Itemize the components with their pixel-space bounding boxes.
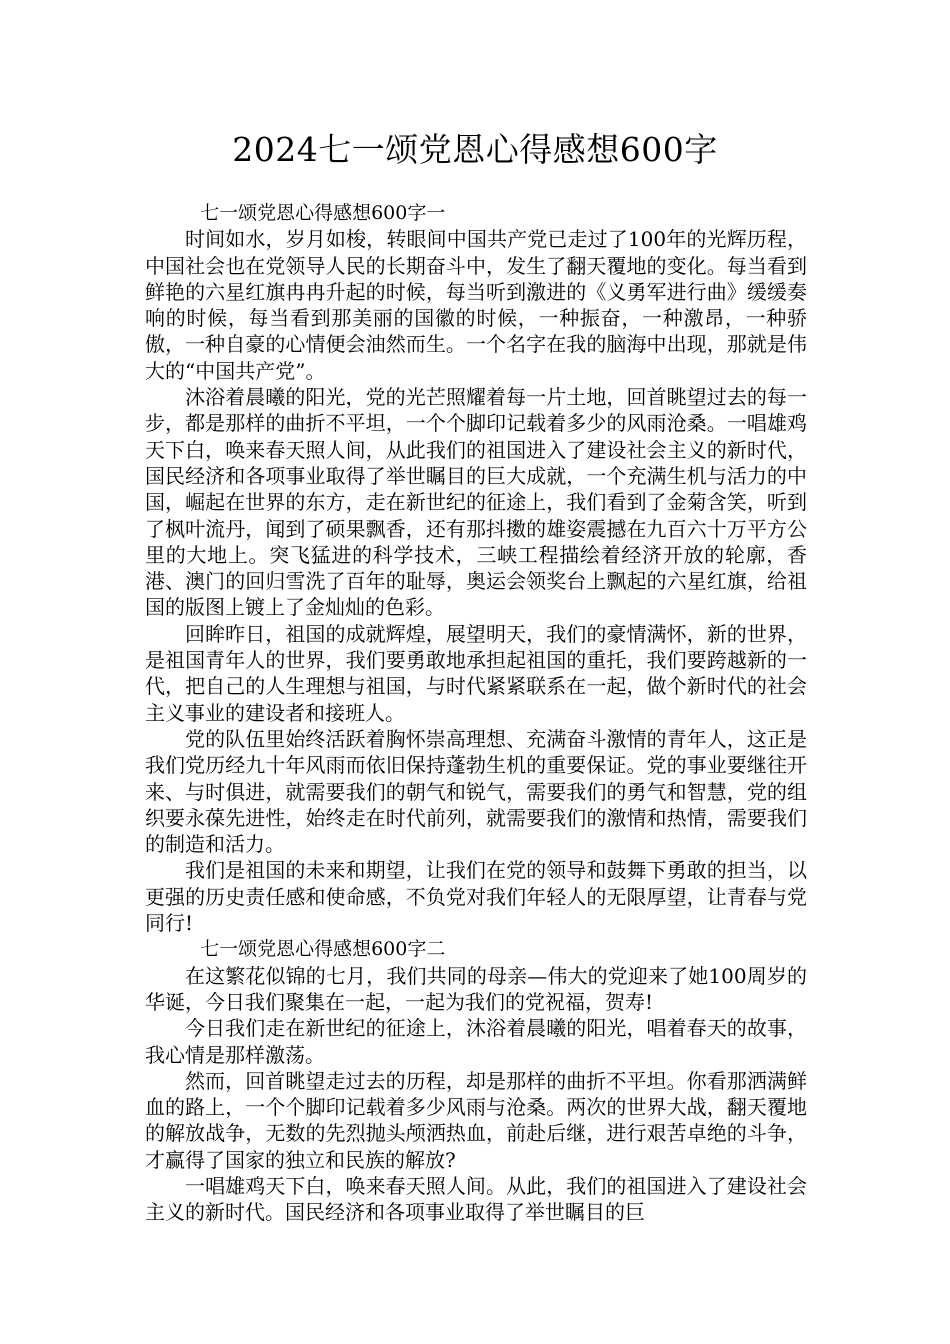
paragraph: 然而，回首眺望走过去的历程，却是那样的曲折不平坦。你看那洒满鲜血的路上，一个个脚印记载着多少风雨与沧桑。两次的世界大战，翻天覆地的解放战争，无数的先烈抛头颅洒热血，前赴后继，进行艰苦卓绝的斗争，才赢得了国家的独立和民族的解放? [145,1068,807,1172]
paragraph: 党的队伍里始终活跃着胸怀崇高理想、充满奋斗激情的青年人，这正是我们党历经九十年风雨而依旧保持蓬勃生机的重要保证。党的事业要继往开来、与时俱进，就需要我们的朝气和锐气，需要我们的勇气和智慧，党的组织要永葆先进性，始终走在时代前列，就需要我们的激情和热情，需要我们的制造和活力。 [145,726,807,857]
paragraph: 时间如水，岁月如梭，转眼间中国共产党已走过了100年的光辉历程，中国社会也在党领导人民的长期奋斗中，发生了翻天覆地的变化。每当看到鲜艳的六星红旗冉冉升起的时候，每当听到激进的《义勇军进行曲》缓缓奏响的时候，每当看到那美丽的国徽的时候，一种振奋，一种激昂，一种骄傲，一种自豪的心情便会油然而生。一个名字在我的脑海中出现，那就是伟大的“中国共产党”。 [145,227,807,383]
paragraph: 我们是祖国的未来和期望，让我们在党的领导和鼓舞下勇敢的担当，以更强的历史责任感和使命感，不负党对我们年轻人的无限厚望，让青春与党同行! [145,858,807,936]
paragraph: 在这繁花似锦的七月，我们共同的母亲—伟大的党迎来了她100周岁的华诞，今日我们聚集在一起，一起为我们的党祝福，贺寿! [145,963,807,1014]
section-heading: 七一颂党恩心得感想600字二 [200,938,446,961]
document-body [145,200,807,1226]
document-title: 2024七一颂党恩心得感想600字 [232,130,718,169]
section-one [145,200,807,936]
paragraph: 回眸昨日，祖国的成就辉煌，展望明天，我们的豪情满怀，新的世界，是祖国青年人的世界，我们要勇敢地承担起祖国的重托，我们要跨越新的一代，把自己的人生理想与祖国，与时代紧紧联系在一起，做个新时代的社会主义事业的建设者和接班人。 [145,621,807,725]
paragraph: 今日我们走在新世纪的征途上，沐浴着晨曦的阳光，唱着春天的故事，我心情是那样激荡。 [145,1016,807,1067]
paragraph: 沐浴着晨曦的阳光，党的光芒照耀着每一片土地，回首眺望过去的每一步，都是那样的曲折不平坦，一个个脚印记载着多少的风雨沧桑。一唱雄鸡天下白，唤来春天照人间，从此我们的祖国进入了建设社会主义的新时代，国民经济和各项事业取得了举世瞩目的巨大成就，一个充满生机与活力的中国，崛起在世界的东方，走在新世纪的征途上，我们看到了金菊含笑，听到了枫叶流丹，闻到了硕果飘香，还有那抖擞的雄姿震撼在九百六十万平方公里的大地上。突飞猛进的科学技术，三峡工程描绘着经济开放的轮廓，香港、澳门的回归雪洗了百年的耻辱，奥运会领奖台上飘起的六星红旗，给祖国的版图上镀上了金灿灿的色彩。 [145,385,807,620]
section-heading: 七一颂党恩心得感想600字一 [200,202,446,224]
paragraph: 一唱雄鸡天下白，唤来春天照人间。从此，我们的祖国进入了建设社会主义的新时代。国民经济和各项事业取得了举世瞩目的巨 [145,1173,807,1225]
section-two [145,936,807,1225]
